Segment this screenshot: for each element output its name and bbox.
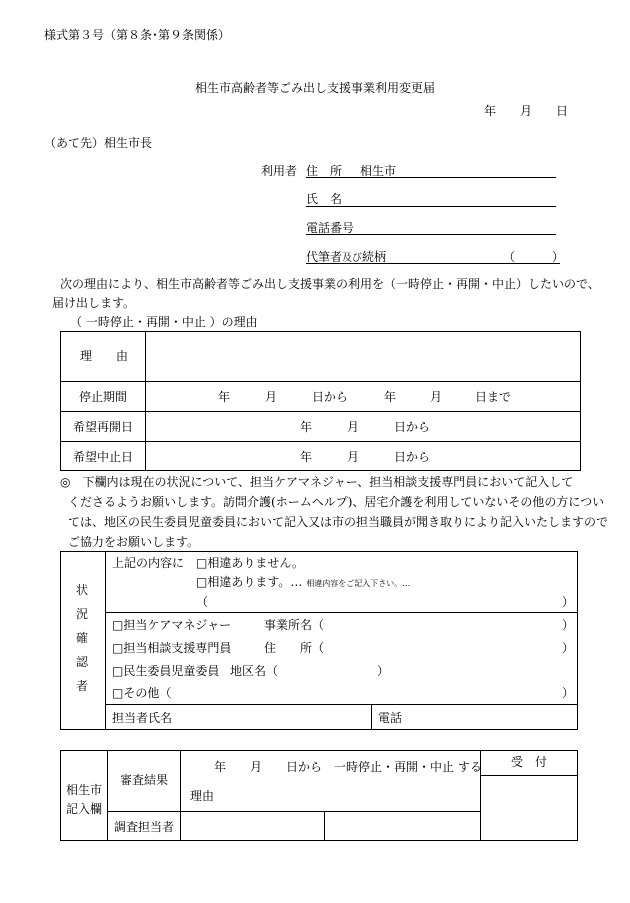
stop-month-1: 月 (265, 390, 278, 404)
proxy-paren-close: ） (552, 250, 565, 264)
name-line[interactable] (306, 206, 556, 207)
care-manager-checkbox[interactable]: □担当ケアマネジャー (112, 618, 232, 632)
counselor-checkbox[interactable]: □担当相談支援専門員 (112, 641, 232, 655)
resume-date-label: 希望再開日 (73, 420, 134, 434)
staff-phone-label: 電話 (378, 711, 403, 725)
stop-year-2: 年 (384, 390, 397, 404)
notice-line-4: ご協力をお願いします。 (68, 535, 200, 549)
cancel-year: 年 (300, 450, 313, 464)
reason-label: 理 由 (80, 349, 129, 363)
date-month: 月 (520, 104, 533, 118)
phone-label: 電話番号 (306, 221, 355, 235)
counselor-paren-close: ） (562, 641, 575, 655)
stop-month-2: 月 (430, 390, 443, 404)
stop-year-1: 年 (218, 390, 231, 404)
body-line-2: 届け出します。 (52, 296, 136, 310)
resume-from: 日から (394, 420, 431, 434)
city-side-label-2: 記入欄 (66, 802, 103, 816)
stop-from: 日から (312, 390, 349, 404)
no-difference-checkbox[interactable]: □相違ありません。 (196, 556, 305, 570)
notice-line-1: ◎ 下欄内は現在の状況について、担当ケアマネジャー、担当相談支援専門員において記入して (60, 475, 574, 489)
cancel-from: 日から (394, 450, 431, 464)
name-label: 氏 名 (306, 192, 343, 206)
date-day: 日 (556, 104, 569, 118)
status-intro: 上記の内容に (112, 556, 185, 570)
address-line[interactable] (306, 177, 556, 178)
reason-heading: （ 一時停止・再開・中止 ）の理由 (70, 315, 258, 329)
difference-paren-open: （ (196, 595, 209, 609)
address-label: 住 所 (306, 164, 343, 178)
status-side-label: 状 況 確 認 者 (75, 583, 88, 693)
care-office-label: 事業所名（ (264, 618, 325, 632)
other-paren-close: ） (562, 686, 575, 700)
form-number: 様式第３号（第８条･第９条関係） (44, 28, 231, 42)
page-title: 相生市高齢者等ごみ出し支援事業利用変更届 (195, 81, 436, 95)
counselor-address-label: 住 所（ (264, 641, 325, 655)
address-value: 相生市 (360, 164, 397, 178)
notice-line-3: ては、地区の民生委員児童委員において記入又は市の担当職員が聞き取りにより記入いたしますので (68, 515, 609, 529)
reason-field[interactable] (146, 332, 580, 381)
addressee: （あて先）相生市長 (44, 136, 153, 150)
notice-line-2: くださるようお願いします。訪問介護(ホームヘルプ)、居宅介護を利用していないその他の方につい (68, 495, 605, 509)
city-side-label-1: 相生市 (66, 783, 103, 797)
area-paren-close: ） (377, 664, 390, 678)
area-name-label: 地区名（ (230, 664, 279, 678)
body-line-1: 次の理由により、相生市高齢者等ごみ出し支援事業の利用を（一時停止・再開・中止）したいので、 (60, 277, 600, 291)
resume-year: 年 (300, 420, 313, 434)
received-label: 受 付 (511, 755, 548, 769)
review-result-label: 審査結果 (120, 773, 169, 787)
difference-checkbox[interactable]: □相違あります。… 相違内容をご記入下さい。… (196, 575, 411, 589)
proxy-paren-open: （ (503, 250, 516, 264)
resume-month: 月 (347, 420, 360, 434)
welfare-commissioner-checkbox[interactable]: □民生委員児童委員 (112, 664, 220, 678)
inspector-label: 調査担当者 (114, 820, 175, 834)
staff-name-label: 担当者氏名 (112, 711, 173, 725)
stop-period-label: 停止期間 (79, 390, 128, 404)
stop-until: 日まで (475, 390, 512, 404)
review-reason-label: 理由 (190, 789, 215, 803)
other-checkbox[interactable]: □その他（ (112, 686, 172, 700)
applicant-label: 利用者 (261, 164, 298, 178)
review-result-line: 年 月 日から 一時停止・再開・中止 する (214, 760, 482, 774)
date-year: 年 (484, 104, 497, 118)
care-paren-close: ） (562, 618, 575, 632)
difference-paren-close: ） (562, 595, 575, 609)
proxy-label: 代筆者及び続柄 (306, 250, 387, 264)
cancel-date-label: 希望中止日 (73, 450, 134, 464)
cancel-month: 月 (347, 450, 360, 464)
